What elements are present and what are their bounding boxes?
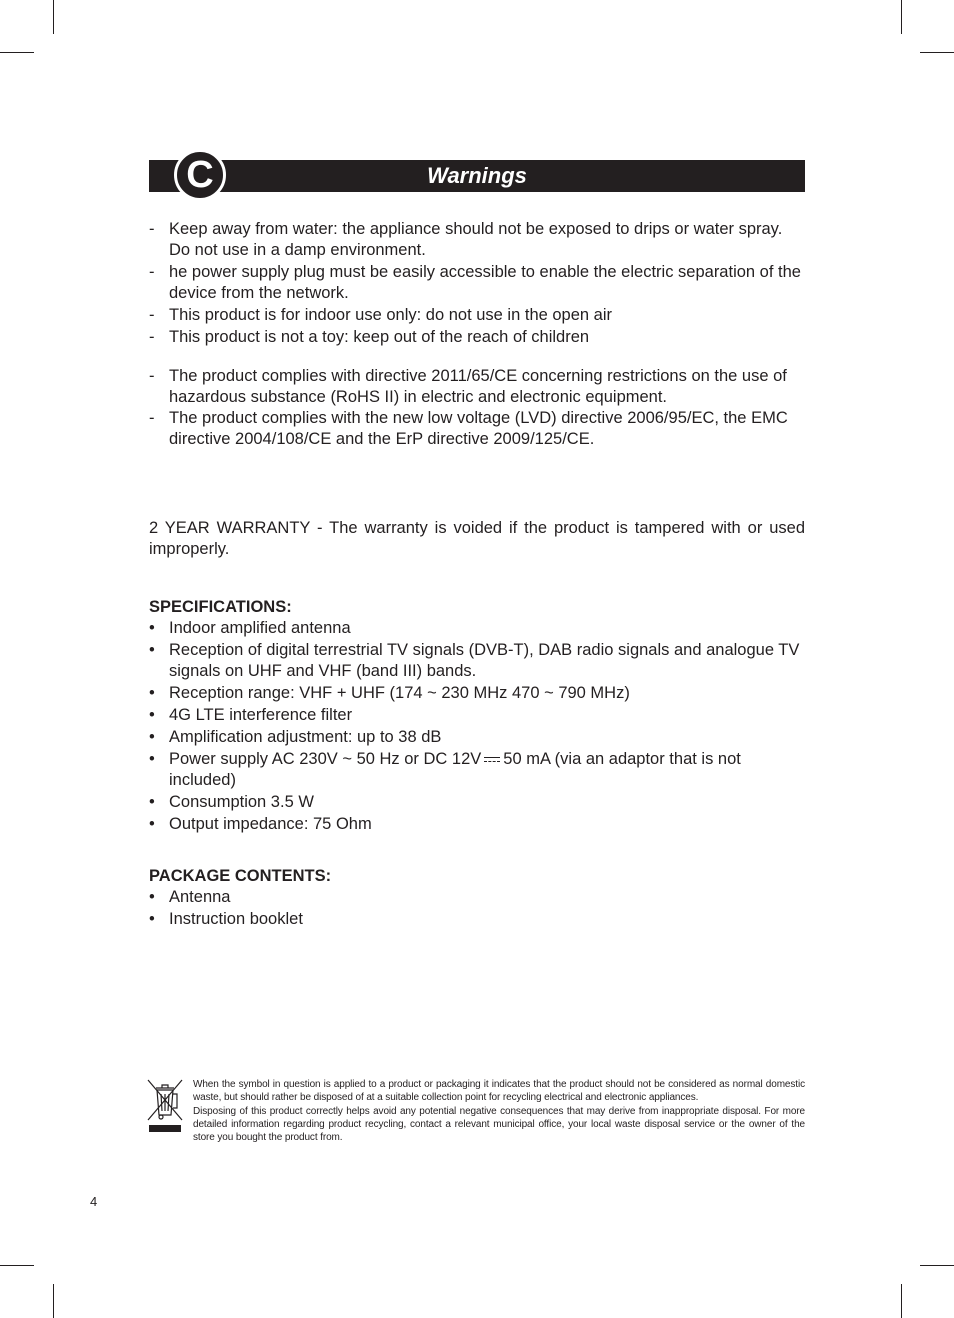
bullet-mark: • [149,750,155,768]
dash-mark: - [149,263,155,281]
specifications-list [149,618,805,836]
list-item-text: Antenna [169,888,231,906]
section-header-bar [149,160,805,192]
crop-mark [920,1265,954,1266]
package-contents-list [149,887,805,931]
package-contents-heading: PACKAGE CONTENTS: [149,867,332,885]
bullet-mark: • [149,728,155,746]
disposal-paragraph: Disposing of this product correctly helps avoid any potential negative consequences that may derive from inappropriate disposal. For more detailed information regarding product recycling, contact a relevant municipal office, your local waste disposal service or the owner of the store you bought the product from. [193,1105,805,1144]
dash-mark: - [149,367,155,385]
list-item-text: Consumption 3.5 W [169,793,314,811]
list-item [149,814,805,835]
bullet-mark: • [149,888,155,906]
dash-mark: - [149,409,155,427]
crop-mark [0,52,34,53]
list-item [149,219,805,261]
disposal-paragraph: When the symbol in question is applied to a product or packaging it indicates that the product should not be considered as normal domestic waste, but should rather be disposed of at a suitable collection point for recycling electrical and electronic appliances. [193,1079,805,1104]
bullet-mark: • [149,706,155,724]
crop-mark [53,1284,54,1318]
crop-mark [901,1284,902,1318]
list-item [149,618,805,639]
list-item-text: he power supply plug must be easily accessible to enable the electric separation of the device from the network. [169,263,801,302]
list-item [149,749,805,791]
list-item-text: Reception range: VHF + UHF (174 ~ 230 MHz 470 ~ 790 MHz) [169,684,630,702]
list-item-text: Keep away from water: the appliance should not be exposed to drips or water spray. Do not use in a damp environment. [169,220,783,259]
bullet-mark: • [149,910,155,928]
list-item [149,262,805,304]
bullet-mark: • [149,684,155,702]
crossed-out-wheelie-bin-icon [147,1078,183,1134]
bullet-mark: • [149,641,155,659]
list-item-text [169,749,805,791]
power-supply-text: Power supply AC 230V ~ 50 Hz or DC 12V [169,750,482,768]
list-item-text: This product is not a toy: keep out of the reach of children [169,328,590,346]
list-item-text: This product is for indoor use only: do not use in the open air [169,306,613,324]
section-title: Warnings [427,163,527,188]
bullet-mark: • [149,793,155,811]
section-letter: C [186,154,214,196]
crop-mark [0,1265,34,1266]
list-item-text: Output impedance: 75 Ohm [169,815,372,833]
list-item [149,366,805,408]
list-item-text: The product complies with directive 2011/65/CE concerning restrictions on the use of hazardous substance (RoHS II) in electric and electronic equipment. [169,367,787,406]
disposal-notice [193,1078,805,1144]
crop-mark [901,0,902,34]
list-item [149,640,805,682]
list-item-text: The product complies with the new low voltage (LVD) directive 2006/95/EC, the EMC directive 2004/108/CE and the ErP directive 2009/125/CE. [169,409,788,448]
warnings-list [149,219,805,349]
warranty-text: 2 YEAR WARRANTY - The warranty is voided if the product is tampered with or used improperly. [149,519,805,558]
list-item-text: 4G LTE interference filter [169,706,353,724]
power-supply-text: 50 mA (via an adaptor that is not included) [169,750,741,789]
list-item [149,727,805,748]
list-item [149,792,805,813]
page-number: 4 [90,1194,98,1209]
list-item [149,887,805,908]
specifications-heading: SPECIFICATIONS: [149,598,292,616]
list-item [149,327,805,348]
crop-mark [920,52,954,53]
crop-mark [53,0,54,34]
list-item [149,683,805,704]
list-item-text: Indoor amplified antenna [169,619,351,637]
section-letter-badge [174,149,226,201]
list-item-text: Instruction booklet [169,910,303,928]
list-item-text: Reception of digital terrestrial TV signals (DVB-T), DAB radio signals and analogue TV signals on UHF and VHF (band III) bands. [169,641,800,680]
dash-mark: - [149,220,155,238]
list-item [149,305,805,326]
dash-mark: - [149,328,155,346]
list-item [149,408,805,450]
bullet-mark: • [149,619,155,637]
list-item [149,705,805,726]
list-item-text: Amplification adjustment: up to 38 dB [169,728,442,746]
compliance-list [149,366,805,451]
direct-current-icon [484,756,500,764]
dash-mark: - [149,306,155,324]
list-item [149,909,805,930]
bullet-mark: • [149,815,155,833]
